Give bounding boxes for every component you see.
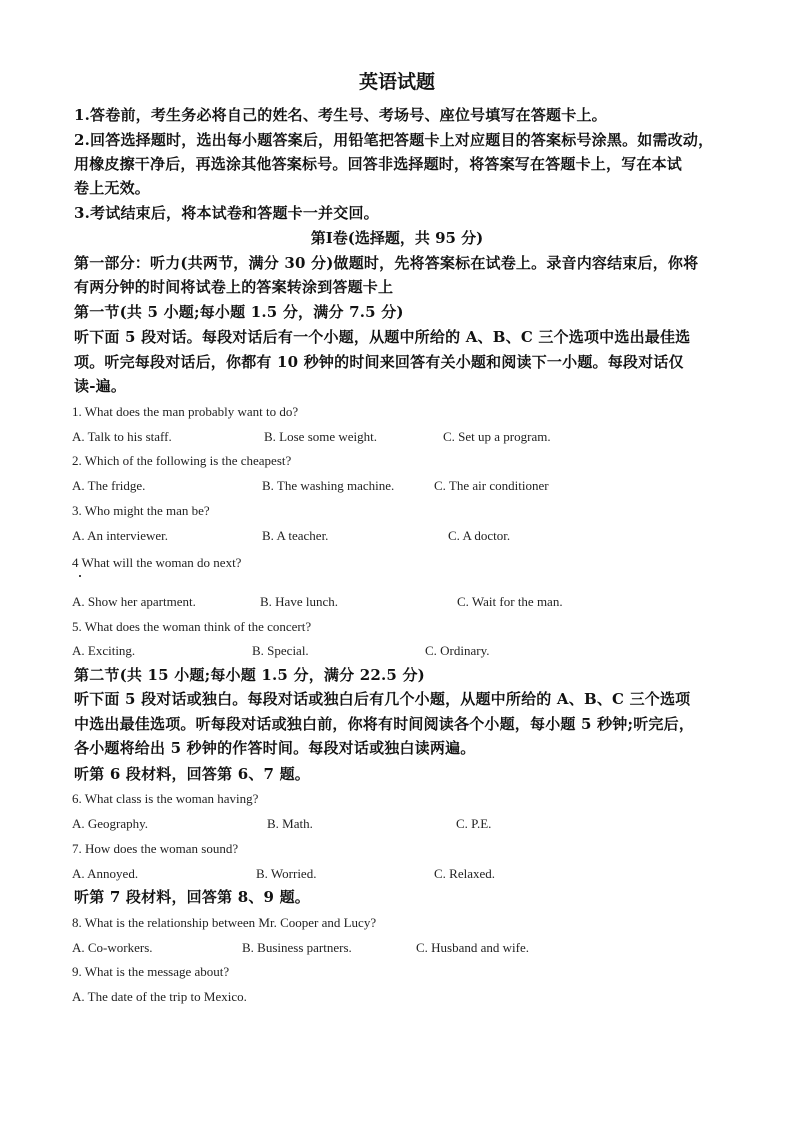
- section1-directions-1: 听下面 5 段对话。每段对话后有一个小题，从题中所给的 A、B、C 三个选项中选出最佳选: [74, 328, 691, 346]
- question-6: 6. What class is the woman having?: [72, 791, 259, 806]
- q7-option-b: B. Worried.: [256, 866, 317, 881]
- question-9: 9. What is the message about?: [72, 964, 230, 979]
- q3-option-b: B. A teacher.: [262, 528, 329, 543]
- volume-title: 第Ⅰ卷(选择题，共 95 分): [310, 229, 484, 247]
- section2-directions-1: 听下面 5 段对话或独白。每段对话或独白后有几个小题，从题中所给的 A、B、C 三个选项: [74, 690, 691, 708]
- q1-option-b: B. Lose some weight.: [264, 429, 378, 444]
- section1-heading: 第一节(共 5 小题;每小题 1.5 分，满分 7.5 分): [74, 303, 404, 321]
- question-7: 7. How does the woman sound?: [72, 841, 239, 856]
- instruction-1: 1.答卷前，考生务必将自己的姓名、考生号、考场号、座位号填写在答题卡上。: [74, 106, 607, 124]
- material-6-heading: 听第 6 段材料，回答第 6、7 题。: [74, 765, 311, 783]
- q1-option-c: C. Set up a program.: [443, 429, 551, 444]
- question-1: 1. What does the man probably want to do?: [72, 404, 299, 419]
- q2-option-b: B. The washing machine.: [262, 478, 395, 493]
- q2-option-c: C. The air conditioner: [434, 478, 549, 493]
- q8-option-a: A. Co-workers.: [72, 940, 153, 955]
- section2-heading: 第二节(共 15 小题;每小题 1.5 分，满分 22.5 分): [74, 666, 425, 684]
- question-5: 5. What does the woman think of the concert?: [72, 619, 312, 634]
- section2-directions-3: 各小题将给出 5 秒钟的作答时间。每段对话或独白读两遍。: [74, 739, 476, 757]
- part1-heading: 第一部分：听力(共两节，满分 30 分)做题时，先将答案标在试卷上。录音内容结束后，你将: [74, 254, 699, 272]
- q9-option-a: A. The date of the trip to Mexico.: [72, 989, 247, 1004]
- q4-option-c: C. Wait for the man.: [457, 594, 563, 609]
- section1-directions-2: 项。听完每段对话后，你都有 10 秒钟的时间来回答有关小题和阅读下一小题。每段对话仅: [74, 353, 684, 371]
- q3-option-a: A. An interviewer.: [72, 528, 169, 543]
- q6-option-b: B. Math.: [267, 816, 313, 831]
- q7-option-a: A. Annoyed.: [72, 866, 139, 881]
- q5-option-a: A. Exciting.: [72, 643, 136, 658]
- q3-option-c: C. A doctor.: [448, 528, 511, 543]
- q4-option-a: A. Show her apartment.: [72, 594, 196, 609]
- stray-dot: [79, 575, 81, 577]
- q7-option-c: C. Relaxed.: [434, 866, 496, 881]
- instruction-2-cont: 用橡皮擦干净后，再选涂其他答案标号。回答非选择题时，将答案写在答题卡上，写在本试: [74, 155, 683, 173]
- section2-directions-2: 中选出最佳选项。听每段对话或独白前，你将有时间阅读各个小题，每小题 5 秒钟;听完后，: [74, 715, 695, 733]
- q6-option-c: C. P.E.: [456, 816, 492, 831]
- q5-option-c: C. Ordinary.: [425, 643, 490, 658]
- instruction-2-end: 卷上无效。: [74, 179, 151, 197]
- instruction-3: 3.考试结束后，将本试卷和答题卡一并交回。: [74, 204, 379, 222]
- q8-option-c: C. Husband and wife.: [416, 940, 530, 955]
- section1-directions-3: 读-遍。: [74, 377, 127, 395]
- question-3: 3. Who might the man be?: [72, 503, 210, 518]
- q2-option-a: A. The fridge.: [72, 478, 146, 493]
- q1-option-a: A. Talk to his staff.: [72, 429, 172, 444]
- q6-option-a: A. Geography.: [72, 816, 149, 831]
- part1-heading-cont: 有两分钟的时间将试卷上的答案转涂到答题卡上: [74, 278, 394, 296]
- instruction-2: 2.回答选择题时，选出每小题答案后，用铅笔把答题卡上对应题目的答案标号涂黑。如需改动，: [74, 131, 714, 149]
- question-2: 2. Which of the following is the cheapest?: [72, 453, 292, 468]
- material-7-heading: 听第 7 段材料，回答第 8、9 题。: [74, 888, 311, 906]
- q4-option-b: B. Have lunch.: [260, 594, 338, 609]
- question-4: 4 What will the woman do next?: [72, 555, 242, 570]
- q5-option-b: B. Special.: [252, 643, 309, 658]
- page-title: 英语试题: [358, 71, 435, 93]
- question-8: 8. What is the relationship between Mr. Cooper and Lucy?: [72, 915, 377, 930]
- q8-option-b: B. Business partners.: [242, 940, 352, 955]
